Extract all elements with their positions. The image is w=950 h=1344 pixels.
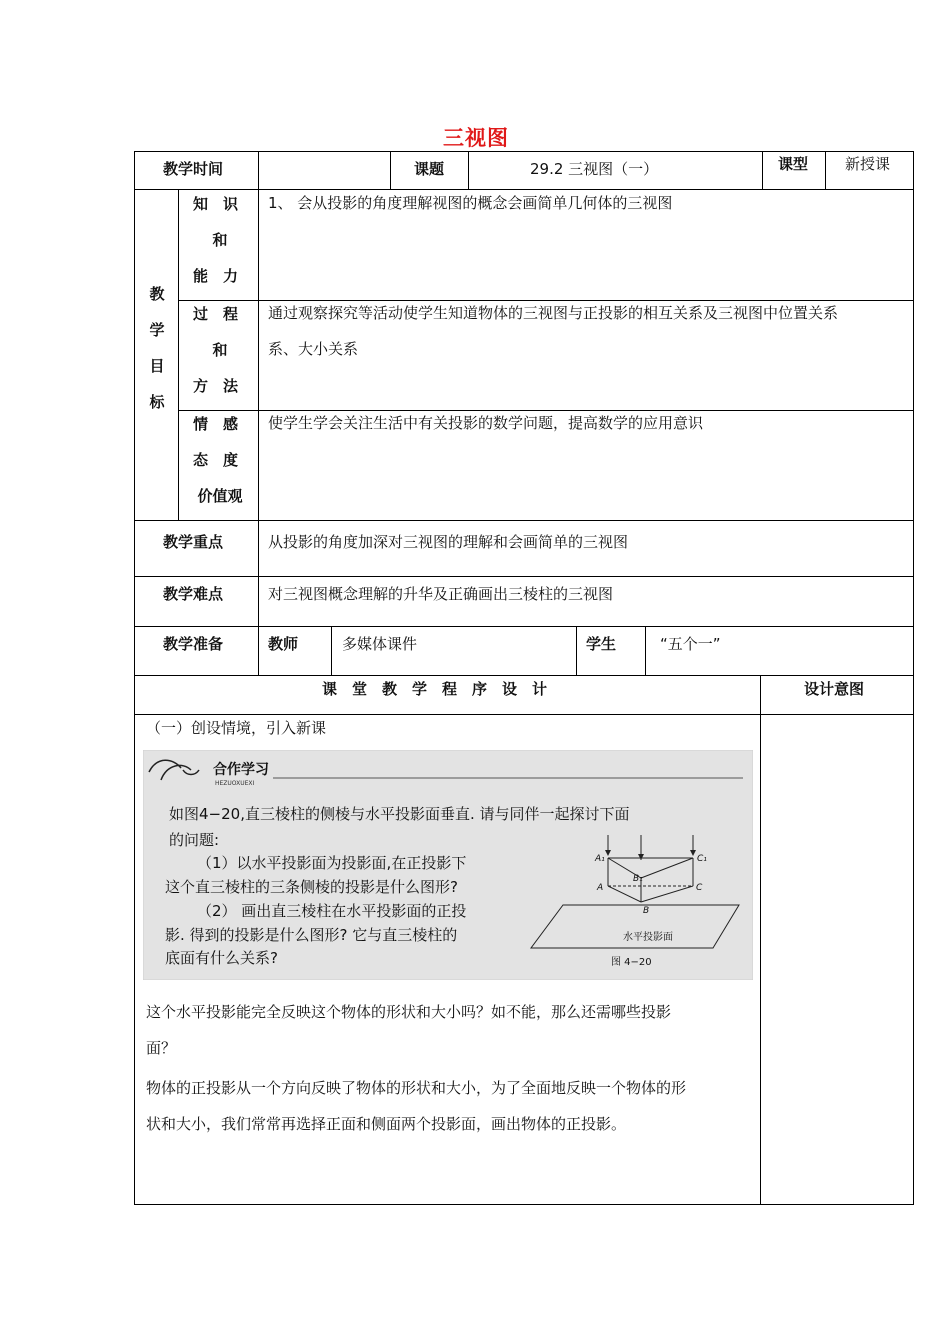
- topic-label: 课题: [414, 160, 445, 178]
- goal-label-emotion: [193, 405, 247, 513]
- difficulty-content: 对三视图概念理解的升华及正确画出三棱柱的三视图: [268, 585, 614, 603]
- goals-section-char: 目: [149, 357, 165, 375]
- goal-content-line: 通过观察探究等活动使学生知道物体的三视图与正投影的相互关系及三视图中位置关系: [268, 304, 839, 322]
- goal-label-line: 能 力: [193, 266, 239, 285]
- page-title: 三视图: [443, 126, 509, 150]
- student-value: “五个一”: [660, 635, 721, 653]
- design-intent-label: 设计意图: [804, 680, 865, 698]
- key-point-content: 从投影的角度加深对三视图的理解和会画简单的三视图: [268, 533, 629, 551]
- point-label: A: [597, 883, 604, 893]
- scan-line: 的问题:: [169, 831, 220, 849]
- point-label: C₁: [697, 854, 707, 864]
- scan-line: 影. 得到的投影是什么图形? 它与直三棱柱的: [165, 926, 458, 944]
- goal-label-line: 和: [212, 230, 228, 249]
- student-label: 学生: [586, 635, 617, 653]
- paragraph-line: 面？: [146, 1039, 177, 1057]
- goal-label-line: 方 法: [193, 376, 239, 395]
- type-value: 新授课: [845, 155, 891, 173]
- point-label: C: [696, 883, 703, 893]
- goals-section-char: 标: [149, 393, 165, 411]
- scan-line: 这个直三棱柱的三条侧棱的投影是什么图形?: [165, 878, 458, 896]
- section1-title: （一）创设情境，引入新课: [146, 719, 327, 737]
- goal-label-process: [193, 295, 247, 403]
- preparation-label: 教学准备: [163, 635, 224, 653]
- time-label: 教学时间: [163, 160, 224, 178]
- teacher-value: 多媒体课件: [342, 635, 418, 653]
- difficulty-label: 教学难点: [163, 585, 224, 603]
- scan-line: 如图4−20,直三棱柱的侧棱与水平投影面垂直. 请与同伴一起探讨下面: [169, 805, 630, 823]
- paragraph-line: 状和大小，我们常常再选择正面和侧面两个投影面，画出物体的正投影。: [146, 1115, 627, 1133]
- goals-section-label: [147, 276, 167, 420]
- goal-label-line: 知 识: [193, 194, 239, 213]
- topic-value: 29.2 三视图（一）: [530, 160, 659, 178]
- figure-caption: 图 4−20: [611, 957, 652, 968]
- goal-label-line: 情 感: [193, 414, 239, 433]
- procedure-header: 课 堂 教 学 程 序 设 计: [322, 680, 548, 698]
- goal-content-knowledge: 1、 会从投影的角度理解视图的概念会画简单几何体的三视图: [268, 194, 673, 212]
- paragraph-1: [146, 994, 671, 1066]
- paragraph-line: 物体的正投影从一个方向反映了物体的形状和大小，为了全面地反映一个物体的形: [146, 1079, 687, 1097]
- paragraph-2: [146, 1070, 686, 1142]
- teacher-label: 教师: [268, 635, 299, 653]
- paragraph-line: 这个水平投影能完全反映这个物体的形状和大小吗？如不能，那么还需哪些投影: [146, 1003, 672, 1021]
- textbook-scan-figure: [143, 750, 753, 980]
- goals-section-char: 学: [149, 321, 165, 339]
- goal-content-line: 系、大小关系: [268, 340, 359, 358]
- goal-label-line: 价值观: [197, 486, 243, 505]
- type-label: 课型: [778, 155, 809, 173]
- goal-content-emotion: 使学生学会关注生活中有关投影的数学问题，提高数学的应用意识: [268, 414, 704, 432]
- key-point-label: 教学重点: [163, 533, 224, 551]
- scan-line: （1）以水平投影面为投影面,在正投影下: [197, 854, 467, 872]
- plane-label: 水平投影面: [623, 932, 673, 943]
- point-label: A₁: [595, 854, 605, 864]
- banner-text: 合作学习: [213, 762, 269, 778]
- goal-label-line: 过 程: [193, 304, 239, 323]
- point-label: B₁: [633, 874, 643, 884]
- goals-section-char: 教: [149, 285, 165, 303]
- scan-line: 底面有什么关系?: [165, 949, 278, 967]
- scan-line: （2） 画出直三棱柱在水平投影面的正投: [197, 902, 467, 920]
- point-label: B: [643, 906, 650, 916]
- goal-content-process: [268, 295, 838, 367]
- goal-label-line: 态 度: [193, 450, 239, 469]
- goal-label-knowledge: [193, 185, 247, 293]
- banner-pinyin: HEZUOXUEXI: [215, 780, 255, 787]
- goal-label-line: 和: [212, 340, 228, 359]
